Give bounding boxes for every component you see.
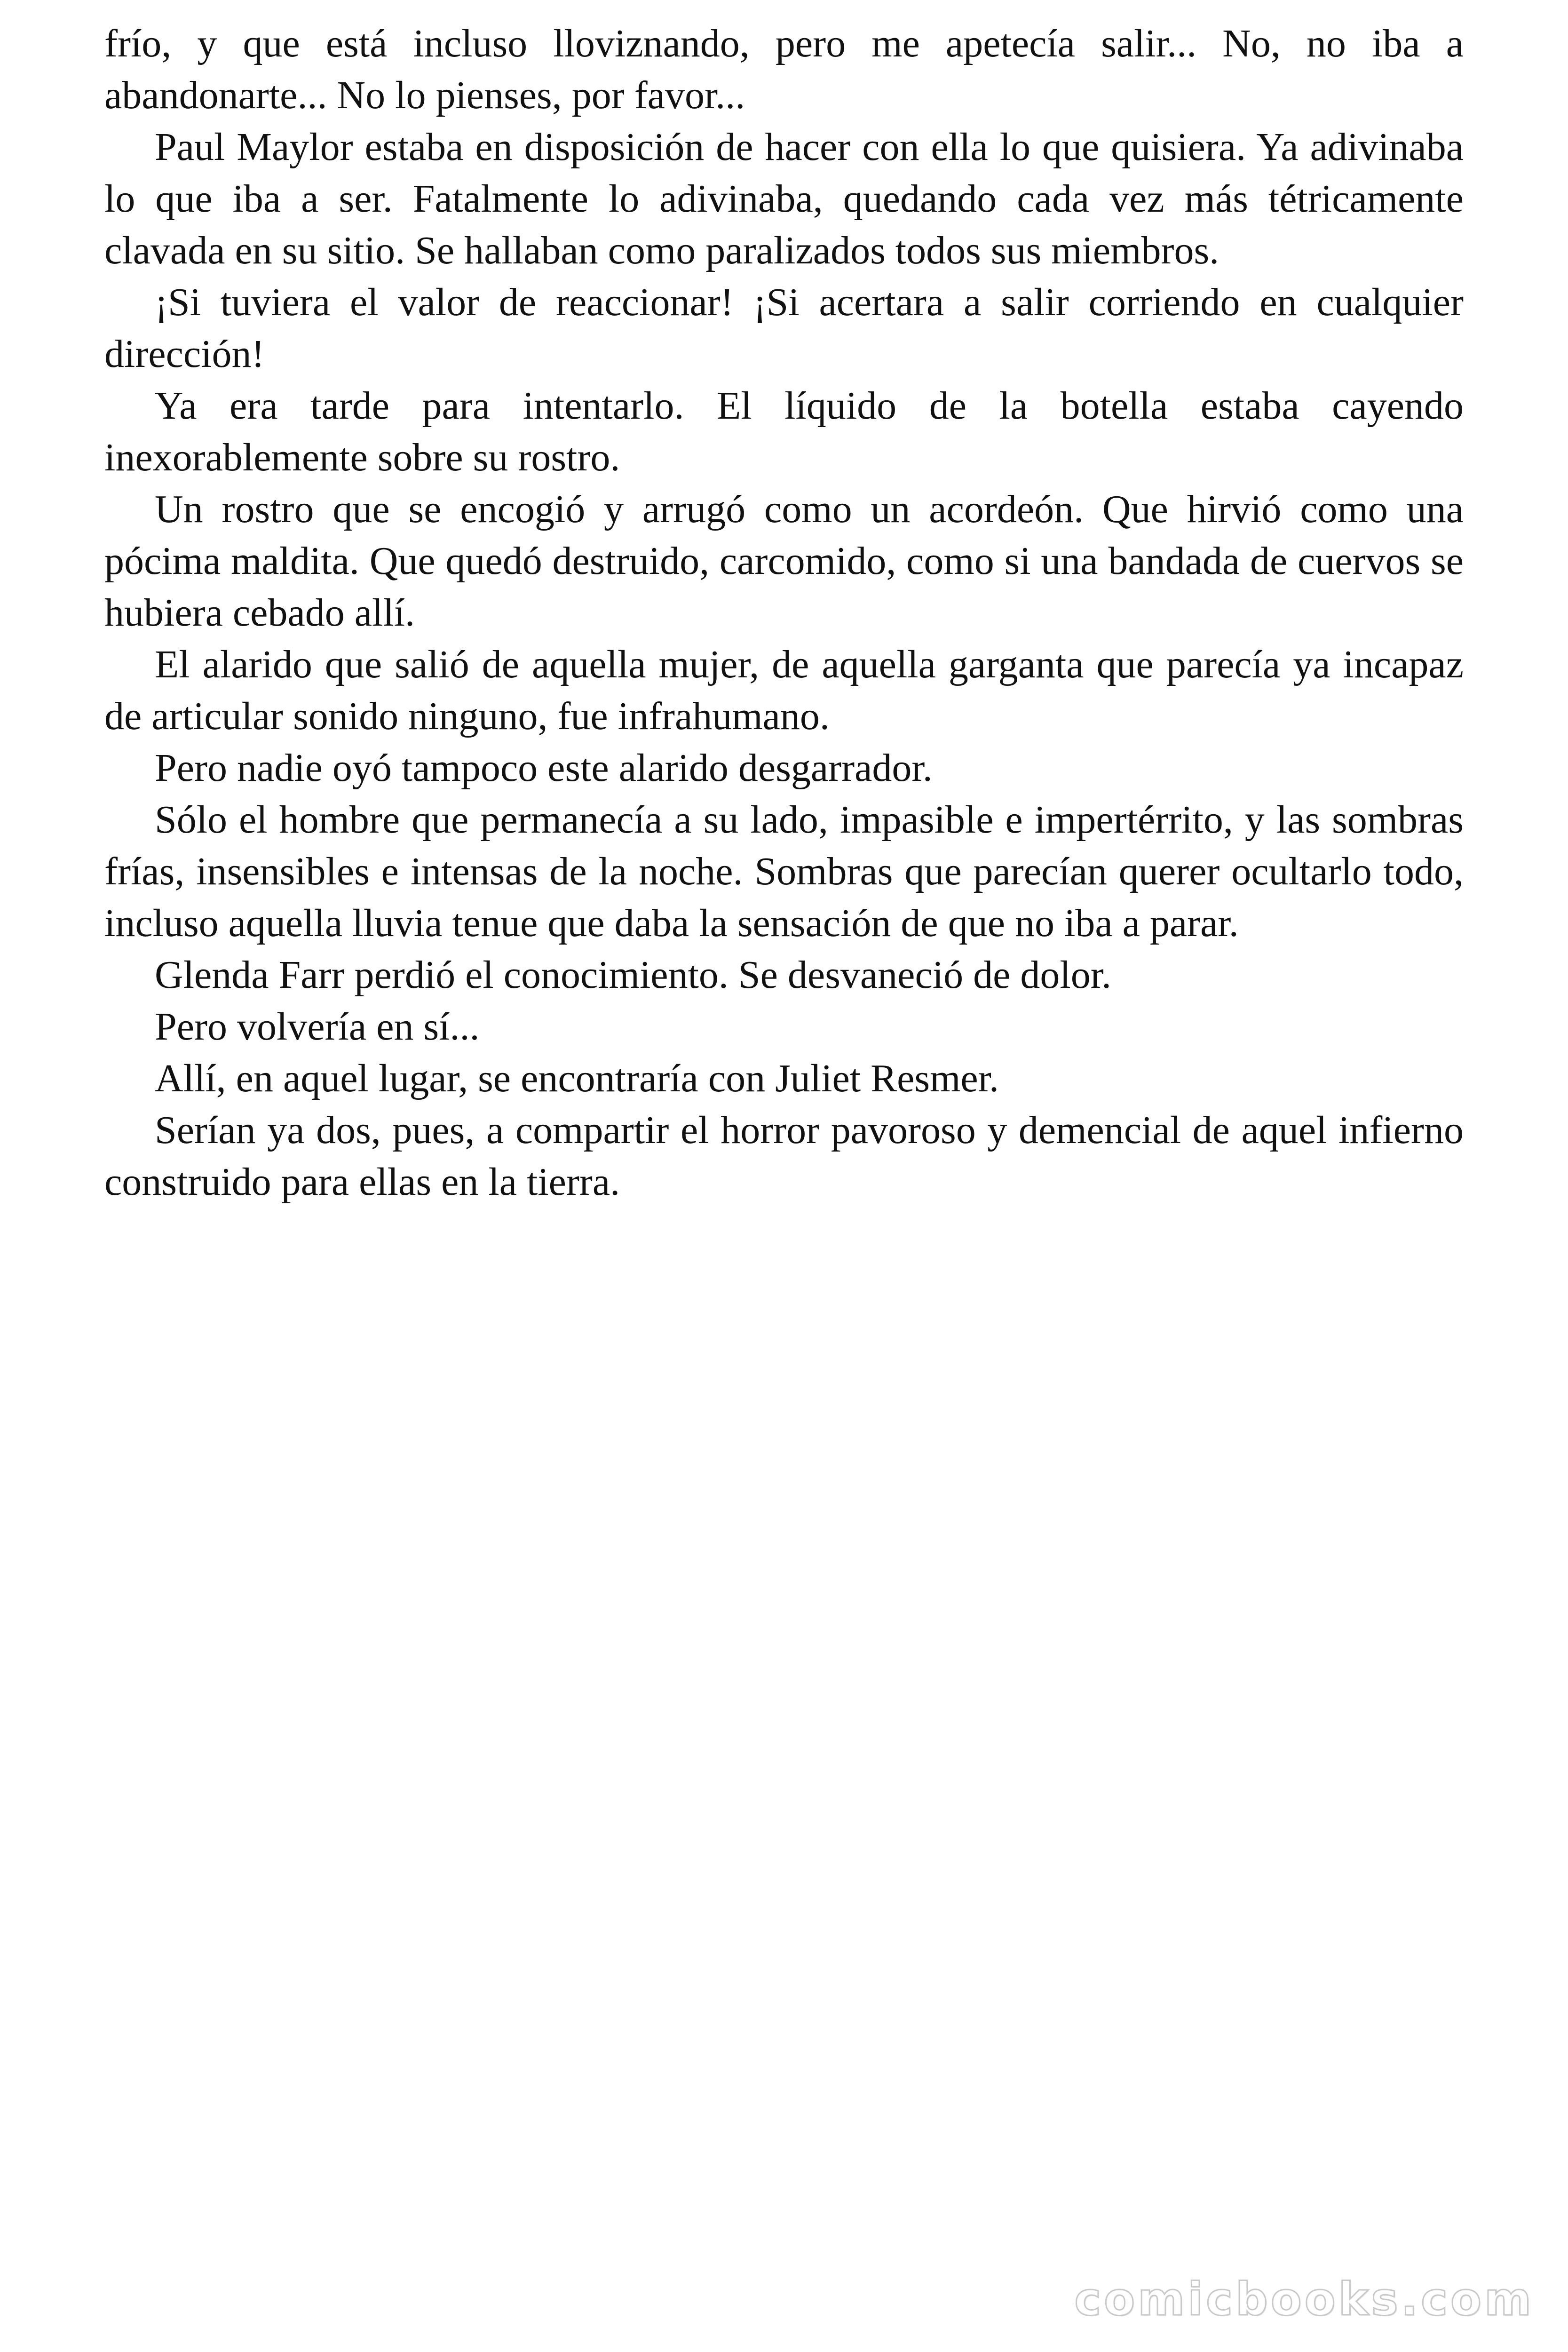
paragraph-2: Paul Maylor estaba en disposición de hacer con ella lo que quisiera. Ya adivinaba lo que iba a ser. Fatalmente lo adivinaba, quedando cada vez más tétricamente clavada en su sitio. Se hallaban como paralizados todos sus miembros.: [104, 125, 1464, 272]
watermark-text: comicbooks.com: [1074, 2273, 1534, 2326]
paragraph-7: Pero nadie oyó tampoco este alarido desgarrador.: [155, 746, 933, 790]
paragraph-6: El alarido que salió de aquella mujer, de aquella garganta que parecía ya incapaz de articular sonido ninguno, fue infrahumano.: [104, 643, 1464, 738]
paragraph-3: ¡Si tuviera el valor de reaccionar! ¡Si acertara a salir corriendo en cualquier dirección!: [104, 280, 1464, 376]
paragraph-11: Allí, en aquel lugar, se encontraría con Juliet Resmer.: [155, 1057, 999, 1100]
document-page: [104, 18, 1464, 1208]
paragraph-10: Pero volvería en sí...: [155, 1005, 480, 1049]
paragraph-4: Ya era tarde para intentarlo. El líquido de la botella estaba cayendo inexorablemente sobre su rostro.: [104, 384, 1464, 479]
paragraph-5: Un rostro que se encogió y arrugó como un acordeón. Que hirvió como una pócima maldita. Que quedó destruido, carcomido, como si una bandada de cuervos se hubiera cebado allí.: [104, 487, 1464, 635]
paragraph-1: frío, y que está incluso lloviznando, pero me apetecía salir... No, no iba a abandonarte... No lo pienses, por favor...: [104, 22, 1464, 117]
paragraph-9: Glenda Farr perdió el conocimiento. Se desvaneció de dolor.: [155, 953, 1112, 997]
paragraph-12: Serían ya dos, pues, a compartir el horror pavoroso y demencial de aquel infierno construido para ellas en la tierra.: [104, 1108, 1464, 1204]
paragraph-8: Sólo el hombre que permanecía a su lado, impasible e impertérrito, y las sombras frías, insensibles e intensas de la noche. Sombras que parecían querer ocultarlo todo, incluso aquella lluvia tenue que daba la sensación de que no iba a parar.: [104, 798, 1464, 945]
